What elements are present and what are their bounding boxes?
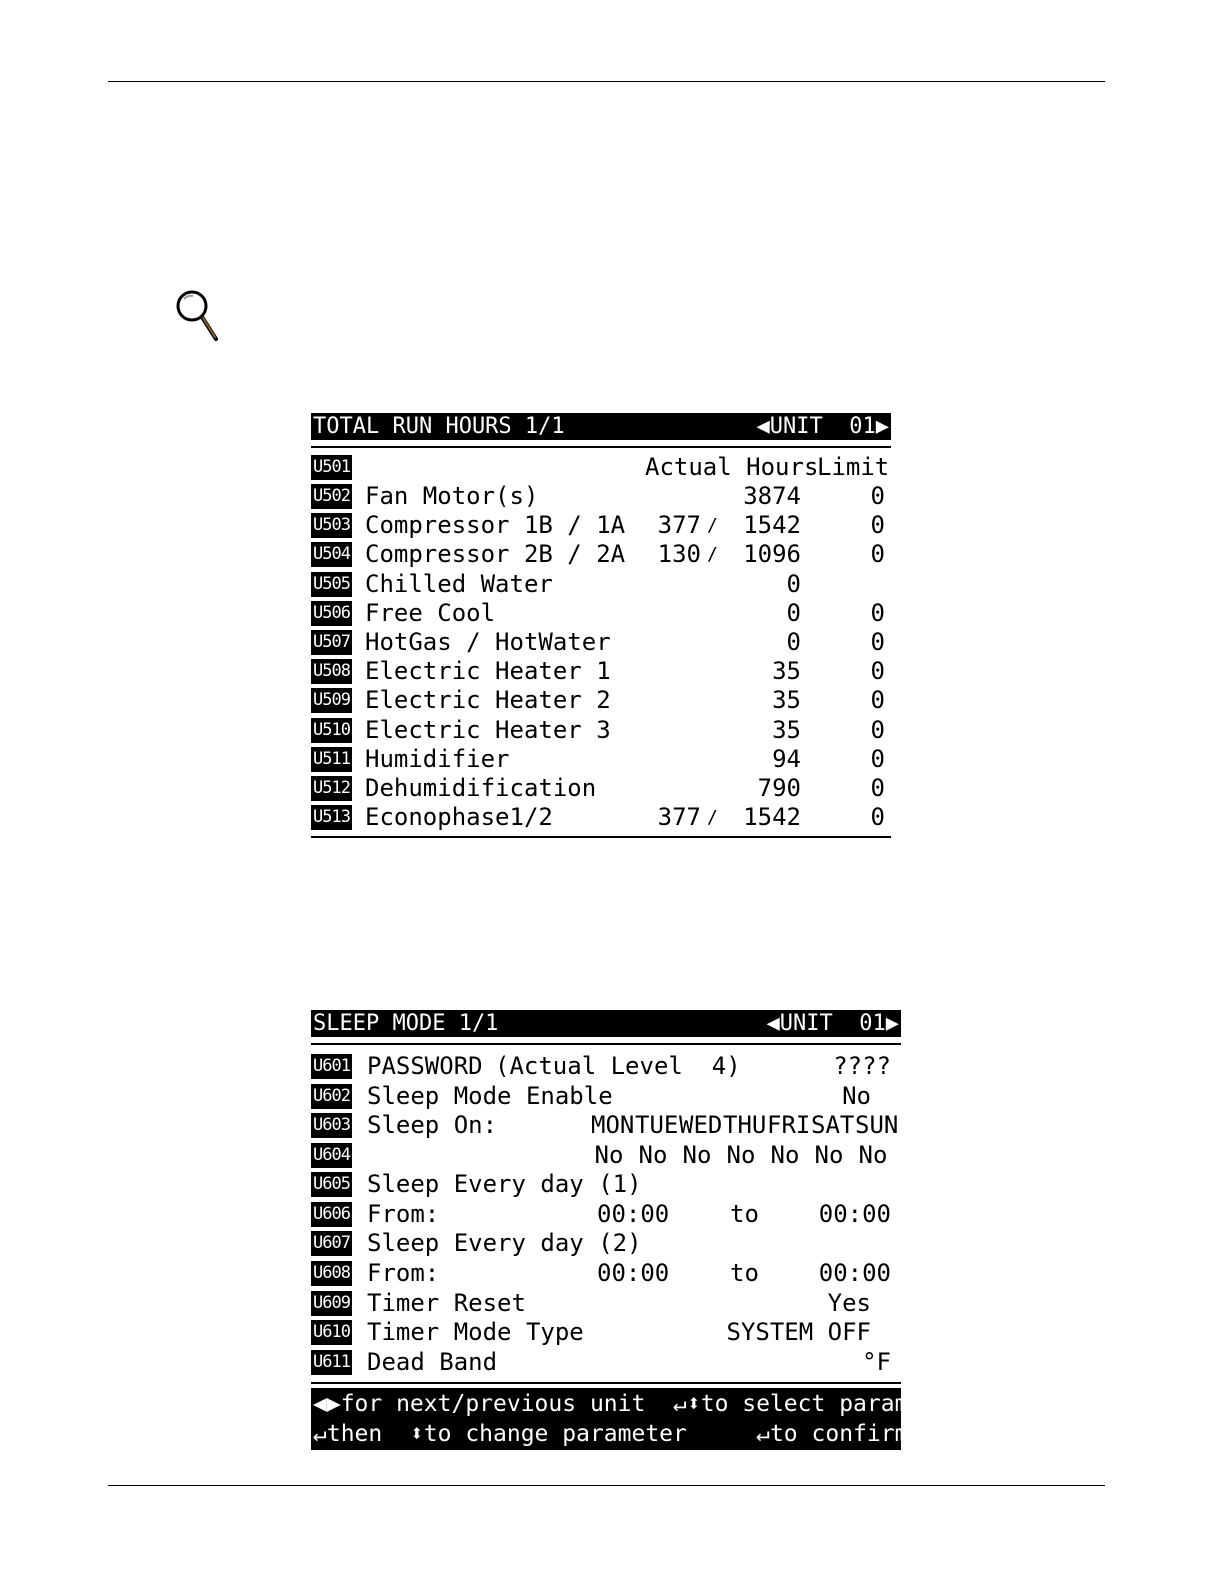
password-row[interactable] xyxy=(311,1052,901,1081)
actual-hours-header: Actual Hours xyxy=(645,453,819,481)
run-hours-actual-b: 94 xyxy=(772,744,801,773)
sleep-mode-enable-row[interactable] xyxy=(311,1082,901,1111)
from-1-end[interactable]: 00:00 xyxy=(818,1200,891,1228)
tue-value[interactable]: No xyxy=(638,1141,668,1169)
run-hours-row[interactable] xyxy=(311,716,891,745)
thu-value[interactable]: No xyxy=(726,1141,756,1169)
run-hours-limit[interactable]: 0 xyxy=(870,715,885,744)
run-hours-row[interactable] xyxy=(311,570,891,599)
day-wed: WED xyxy=(679,1111,723,1139)
param-code: U512 xyxy=(311,776,352,801)
run-hours-limit[interactable]: 0 xyxy=(870,598,885,627)
run-hours-actual-b: 35 xyxy=(772,715,801,744)
screen-title-bar xyxy=(311,413,891,440)
run-hours-row[interactable] xyxy=(311,745,891,774)
run-hours-actual-a: 377 xyxy=(657,803,701,832)
timer-mode-type-label: Timer Mode Type xyxy=(367,1318,584,1346)
header-row xyxy=(311,453,891,482)
run-hours-actual-b: 0 xyxy=(786,569,801,598)
run-hours-label: Electric Heater 3 xyxy=(365,715,611,744)
total-run-hours-screen xyxy=(311,413,891,839)
from-label: From: xyxy=(367,1200,440,1228)
sleep-on-row xyxy=(311,1111,901,1140)
from-2-row[interactable] xyxy=(311,1259,901,1288)
from-1-start[interactable]: 00:00 xyxy=(597,1200,670,1228)
timer-reset-row[interactable] xyxy=(311,1289,901,1318)
param-code: U504 xyxy=(311,542,352,567)
param-code: U610 xyxy=(311,1320,352,1345)
param-code: U609 xyxy=(311,1291,352,1316)
run-hours-limit[interactable]: 0 xyxy=(870,803,885,832)
param-code: U510 xyxy=(311,718,352,743)
password-level: (Actual Level 4) xyxy=(495,1052,741,1080)
timer-mode-type-value[interactable]: SYSTEM OFF xyxy=(726,1318,871,1346)
run-hours-actual-b: 35 xyxy=(772,686,801,715)
help-bar xyxy=(311,1388,964,1450)
run-hours-label: Free Cool xyxy=(365,598,496,627)
bottom-rule xyxy=(108,1485,1105,1486)
run-hours-row[interactable] xyxy=(311,774,891,803)
param-code: U608 xyxy=(311,1261,352,1286)
param-code: U508 xyxy=(311,659,352,684)
divider xyxy=(311,1043,901,1045)
run-hours-limit[interactable]: 0 xyxy=(870,686,885,715)
sleep-every-day-1-row xyxy=(311,1170,901,1199)
param-code: U503 xyxy=(311,513,352,538)
run-hours-row[interactable] xyxy=(311,482,891,511)
sleep-every-day-2-label: Sleep Every day (2) xyxy=(367,1229,642,1257)
password-value[interactable]: ???? xyxy=(833,1052,891,1080)
from-label: From: xyxy=(367,1259,440,1287)
param-code: U511 xyxy=(311,747,352,772)
run-hours-label: Compressor 1B / 1A xyxy=(365,511,626,540)
run-hours-label: Humidifier xyxy=(365,744,510,773)
top-rule xyxy=(108,81,1105,82)
fri-value[interactable]: No xyxy=(770,1141,800,1169)
divider xyxy=(311,836,891,838)
sleep-on-label: Sleep On: xyxy=(367,1111,498,1139)
day-fri: FRI xyxy=(767,1111,811,1139)
run-hours-limit[interactable]: 0 xyxy=(870,774,885,802)
param-code: U506 xyxy=(311,601,352,626)
param-code: U611 xyxy=(311,1350,352,1375)
param-code: U509 xyxy=(311,688,352,713)
sleep-every-day-1-label: Sleep Every day (1) xyxy=(367,1170,642,1198)
run-hours-limit[interactable]: 0 xyxy=(870,482,885,510)
run-hours-actual-a: 377 xyxy=(657,511,701,540)
run-hours-separator: / xyxy=(707,544,718,566)
dead-band-row[interactable] xyxy=(311,1348,901,1377)
run-hours-limit[interactable]: 0 xyxy=(870,744,885,773)
run-hours-actual-b: 1542 xyxy=(743,803,801,832)
from-2-end[interactable]: 00:00 xyxy=(818,1259,891,1287)
screen-title: TOTAL RUN HOURS 1/1 xyxy=(313,414,565,439)
run-hours-label: Electric Heater 2 xyxy=(365,686,611,715)
param-code: U602 xyxy=(311,1084,352,1109)
param-code: U604 xyxy=(311,1143,352,1168)
day-mon: MON xyxy=(591,1111,635,1139)
run-hours-actual-b: 1542 xyxy=(743,511,801,540)
run-hours-label: Electric Heater 1 xyxy=(365,657,611,686)
unit-selector[interactable]: ◀UNIT 01▶ xyxy=(766,1011,899,1036)
from-2-start[interactable]: 00:00 xyxy=(597,1259,670,1287)
run-hours-separator: / xyxy=(707,515,718,537)
param-code: U603 xyxy=(311,1113,352,1138)
run-hours-label: Fan Motor(s) xyxy=(365,482,539,510)
screen-title-bar xyxy=(311,1010,901,1037)
run-hours-actual-a: 130 xyxy=(657,540,701,569)
help-line-2: ↵then ⬍to change parameter ↵to confirm xyxy=(313,1421,909,1447)
param-code: U501 xyxy=(311,455,352,480)
screen-title: SLEEP MODE 1/1 xyxy=(313,1011,499,1036)
run-hours-row[interactable] xyxy=(311,628,891,657)
divider xyxy=(311,1382,901,1384)
timer-mode-type-row[interactable] xyxy=(311,1318,901,1347)
sleep-every-day-2-row xyxy=(311,1229,901,1258)
param-code: U601 xyxy=(311,1054,352,1079)
from-1-row[interactable] xyxy=(311,1200,901,1229)
divider xyxy=(311,446,891,448)
sun-value[interactable]: No xyxy=(858,1141,888,1169)
sleep-mode-enable-label: Sleep Mode Enable xyxy=(367,1082,613,1110)
run-hours-actual-b: 35 xyxy=(772,657,801,686)
run-hours-row[interactable] xyxy=(311,511,891,540)
run-hours-row[interactable] xyxy=(311,803,891,832)
run-hours-row[interactable] xyxy=(311,657,891,686)
param-code: U513 xyxy=(311,805,352,830)
run-hours-limit[interactable]: 0 xyxy=(870,511,885,540)
run-hours-label: Dehumidification xyxy=(365,774,597,802)
run-hours-separator: / xyxy=(707,807,718,829)
run-hours-limit[interactable]: 0 xyxy=(870,628,885,656)
run-hours-label: HotGas / HotWater xyxy=(365,628,611,656)
to-label: to xyxy=(730,1200,759,1228)
run-hours-label: Compressor 2B / 2A xyxy=(365,540,626,569)
run-hours-row[interactable] xyxy=(311,686,891,715)
run-hours-actual-b: 0 xyxy=(786,598,801,627)
wed-value[interactable]: No xyxy=(682,1141,712,1169)
run-hours-actual-b: 1096 xyxy=(743,540,801,569)
run-hours-label: Econophase1/2 xyxy=(365,803,553,832)
day-thu: THU xyxy=(723,1111,767,1139)
sleep-on-values-row xyxy=(311,1141,901,1170)
mon-value[interactable]: No xyxy=(594,1141,624,1169)
password-label: PASSWORD xyxy=(367,1052,483,1080)
timer-reset-label: Timer Reset xyxy=(367,1289,526,1317)
timer-reset-value[interactable]: Yes xyxy=(827,1289,871,1317)
dead-band-value[interactable]: °F xyxy=(862,1348,891,1376)
limit-header: Limit xyxy=(817,453,890,481)
run-hours-row[interactable] xyxy=(311,540,891,569)
param-code: U505 xyxy=(311,572,352,597)
day-tue: TUE xyxy=(635,1111,679,1139)
run-hours-actual-b: 790 xyxy=(757,774,801,802)
to-label: to xyxy=(730,1259,759,1287)
run-hours-limit[interactable]: 0 xyxy=(870,540,885,569)
run-hours-limit[interactable]: 0 xyxy=(870,657,885,686)
run-hours-label: Chilled Water xyxy=(365,569,553,598)
run-hours-row[interactable] xyxy=(311,599,891,628)
help-line-1: ◀▶for next/previous unit ↵⬍to select parameter xyxy=(313,1391,964,1417)
unit-selector[interactable]: ◀UNIT 01▶ xyxy=(756,414,889,439)
magnifier-icon xyxy=(172,287,228,347)
dead-band-label: Dead Band xyxy=(367,1348,498,1376)
param-code: U607 xyxy=(311,1231,352,1256)
param-code: U507 xyxy=(311,630,352,655)
param-code: U502 xyxy=(311,484,352,509)
sleep-mode-screen xyxy=(311,1010,964,1450)
param-code: U606 xyxy=(311,1202,352,1227)
day-sun: SUN xyxy=(855,1111,899,1139)
run-hours-actual-b: 0 xyxy=(786,628,801,656)
sat-value[interactable]: No xyxy=(814,1141,844,1169)
sleep-mode-enable-value[interactable]: No xyxy=(842,1082,871,1110)
day-sat: SAT xyxy=(811,1111,855,1139)
param-code: U605 xyxy=(311,1172,352,1197)
run-hours-actual-b: 3874 xyxy=(743,482,801,510)
